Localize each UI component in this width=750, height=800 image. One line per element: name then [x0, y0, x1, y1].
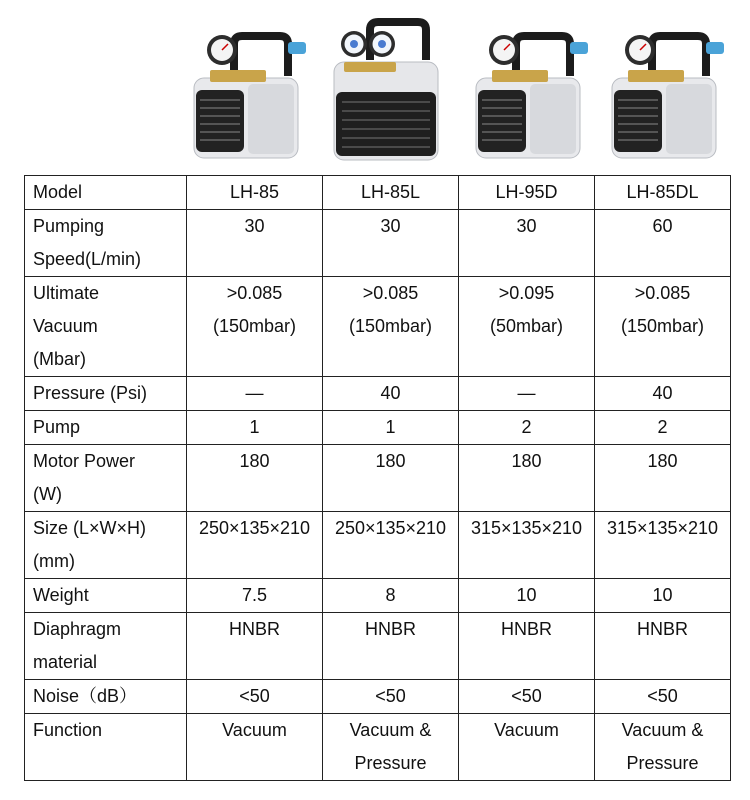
model-name: LH-85L: [323, 176, 459, 210]
row-label: Pumping Speed(L/min): [25, 210, 187, 277]
cell-value: <50: [595, 680, 731, 714]
row-pressure: [25, 377, 731, 411]
cell-value: 30: [459, 210, 595, 277]
cell-value: Vacuum & Pressure: [595, 714, 731, 781]
row-size: [25, 512, 731, 579]
row-label: Size (L×W×H) (mm): [25, 512, 187, 579]
cell-value: 10: [459, 579, 595, 613]
cell-value: 30: [187, 210, 323, 277]
cell-value: Vacuum: [459, 714, 595, 781]
cell-value: 250×135×210: [187, 512, 323, 579]
row-label: Function: [25, 714, 187, 781]
row-motor-power: [25, 445, 731, 512]
header-label: Model: [25, 176, 187, 210]
cell-value: 10: [595, 579, 731, 613]
model-name: LH-85DL: [595, 176, 731, 210]
cell-value: Vacuum: [187, 714, 323, 781]
cell-value: 180: [459, 445, 595, 512]
cell-value: 250×135×210: [323, 512, 459, 579]
row-weight: [25, 579, 731, 613]
cell-value: —: [459, 377, 595, 411]
row-label: Weight: [25, 579, 187, 613]
row-label: Diaphragm material: [25, 613, 187, 680]
header-row: [25, 176, 731, 210]
cell-value: >0.095 (50mbar): [459, 277, 595, 377]
cell-value: <50: [323, 680, 459, 714]
row-label: Noise（dB）: [25, 680, 187, 714]
row-noise: [25, 680, 731, 714]
row-label: Pump: [25, 411, 187, 445]
cell-value: 7.5: [187, 579, 323, 613]
cell-value: 315×135×210: [459, 512, 595, 579]
cell-value: 180: [187, 445, 323, 512]
cell-value: 1: [323, 411, 459, 445]
row-label: Motor Power (W): [25, 445, 187, 512]
row-function: [25, 714, 731, 781]
cell-value: <50: [187, 680, 323, 714]
cell-value: 40: [595, 377, 731, 411]
cell-value: 8: [323, 579, 459, 613]
cell-value: HNBR: [595, 613, 731, 680]
pump-image-lh-85dl: [606, 30, 728, 160]
cell-value: 2: [459, 411, 595, 445]
row-pump: [25, 411, 731, 445]
cell-value: 1: [187, 411, 323, 445]
row-pumping-speed: [25, 210, 731, 277]
cell-value: Vacuum & Pressure: [323, 714, 459, 781]
row-label: Pressure (Psi): [25, 377, 187, 411]
product-photos: [0, 0, 750, 172]
cell-value: 180: [595, 445, 731, 512]
row-ultimate-vacuum: [25, 277, 731, 377]
cell-value: 40: [323, 377, 459, 411]
cell-value: 60: [595, 210, 731, 277]
cell-value: HNBR: [459, 613, 595, 680]
pump-image-lh-95d: [470, 30, 592, 160]
model-name: LH-95D: [459, 176, 595, 210]
model-name: LH-85: [187, 176, 323, 210]
spec-table: [24, 175, 731, 781]
cell-value: >0.085 (150mbar): [595, 277, 731, 377]
row-diaphragm-material: [25, 613, 731, 680]
cell-value: HNBR: [323, 613, 459, 680]
row-label: Ultimate Vacuum (Mbar): [25, 277, 187, 377]
cell-value: <50: [459, 680, 595, 714]
cell-value: 315×135×210: [595, 512, 731, 579]
cell-value: >0.085 (150mbar): [187, 277, 323, 377]
pump-image-lh-85: [188, 30, 310, 160]
cell-value: —: [187, 377, 323, 411]
cell-value: 30: [323, 210, 459, 277]
cell-value: 2: [595, 411, 731, 445]
pump-image-lh-85l: [330, 18, 448, 163]
cell-value: 180: [323, 445, 459, 512]
cell-value: HNBR: [187, 613, 323, 680]
cell-value: >0.085 (150mbar): [323, 277, 459, 377]
